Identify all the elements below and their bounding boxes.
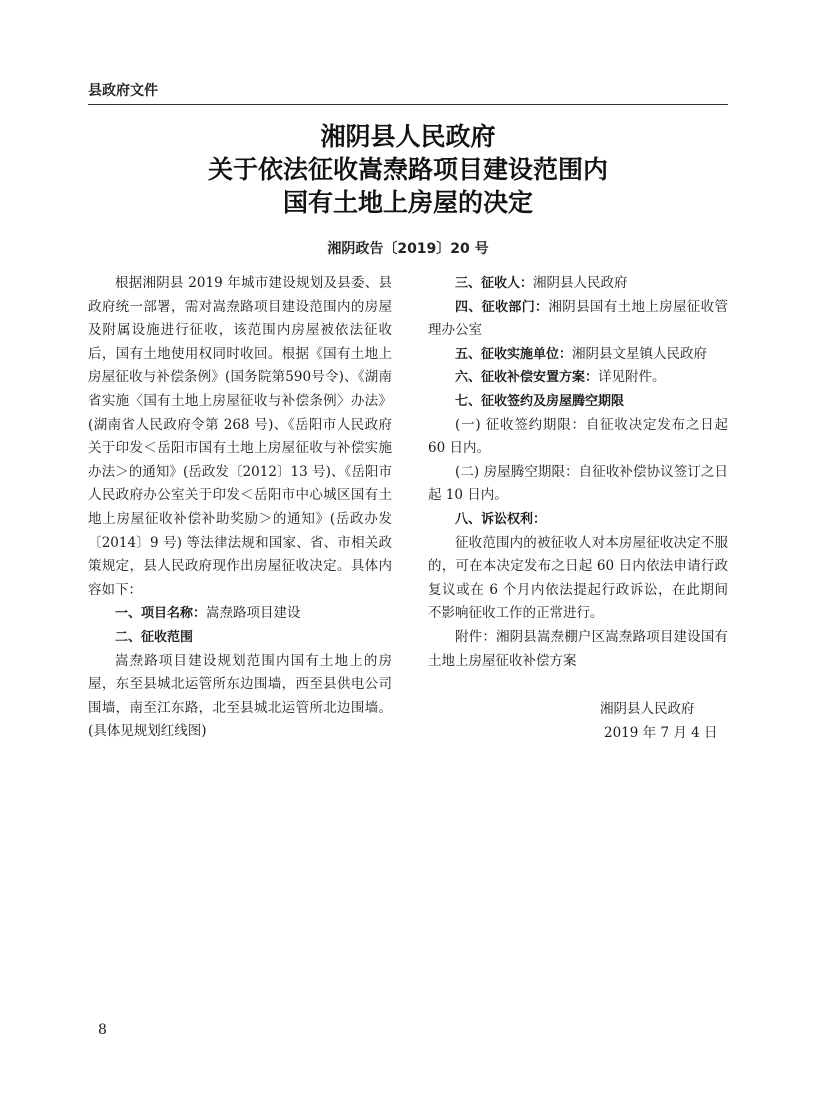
sub2-value: 自征收补偿协议签订之日起 10 日内。: [428, 463, 729, 504]
item-implementer: [428, 343, 728, 367]
intro-paragraph: 根据湘阴县 2019 年城市建设规划及县委、县政府统一部署，需对嵩焘路项目建设范围内的房屋及附属设施进行征收，该范围内房屋被依法征收后，国有土地使用权同时收回。根据《国有土地上房屋征收与补偿条例》(国务院第590号令)、《湖南省实施〈国有土地上房屋征收与补偿条例〉办法》(湖南省人民政府令第 268 号)、《岳阳市人民政府关于印发＜岳阳市国有土地上房屋征收与补偿实施办法＞的通知》(岳政发〔2012〕13 号)、《岳阳市人民政府办公室关于印发＜岳阳市中心城区国有土地上房屋征收补偿补助奖励＞的通知》(岳政办发〔2014〕9 号) 等法律法规和国家、省、市相关政策规定，县人民政府现作出房屋征收决定。具体内容如下：: [88, 275, 392, 598]
item-project-name: [88, 602, 392, 626]
title-line-1: 湘阴县人民政府: [320, 122, 496, 151]
sub1-label: (一) 征收签约期限：: [455, 416, 586, 433]
item1-value: 嵩焘路项目建设: [206, 605, 301, 622]
item7-label: 七、征收签约及房屋腾空期限: [455, 393, 625, 409]
item-litigation-heading: [428, 508, 728, 532]
signature-org: 湘阴县人民政府: [600, 701, 695, 717]
item1-label: 一、项目名称：: [115, 606, 207, 622]
item-deadlines-heading: [428, 390, 728, 414]
header-divider: [88, 104, 728, 105]
item3-label: 三、征收人：: [455, 276, 534, 291]
item5-value: 湘阴县文星镇人民政府: [572, 345, 708, 362]
item6-value: 详见附件。: [598, 369, 666, 386]
item4-label: 四、征收部门：: [455, 299, 549, 315]
item-department: [428, 296, 728, 343]
sub1-value: 自征收决定发布之日起 60 日内。: [428, 416, 728, 457]
item-expropriator: [428, 272, 728, 296]
page-number: 8: [98, 1022, 107, 1038]
item8-label: 八、诉讼权利：: [455, 511, 547, 527]
section-label: 县政府文件: [88, 83, 158, 99]
item5-label: 五、征收实施单位：: [455, 346, 573, 362]
document-title: [88, 120, 728, 219]
item6-label: 六、征收补偿安置方案：: [455, 370, 599, 386]
left-column: [88, 272, 392, 744]
right-column: [428, 272, 728, 673]
sub2-label: (二) 房屋腾空期限：: [455, 463, 579, 480]
signature-date: 2019 年 7 月 4 日: [604, 724, 718, 741]
title-line-2: 关于依法征收嵩焘路项目建设范围内: [207, 155, 608, 184]
item-litigation-text: 征收范围内的被征收人对本房屋征收决定不服的，可在本决定发布之日起 60 日内依法申请行政复议或在 6 个月内依法提起行政诉讼，在此期间不影响征收工作的正常进行。: [428, 534, 728, 622]
item4-value: 湘阴县国有土地上房屋征收管理办公室: [428, 298, 728, 339]
signature-block: [600, 698, 740, 745]
sub-signing-deadline: [428, 414, 728, 461]
item3-value: 湘阴县人民政府: [533, 275, 628, 291]
sub-vacate-deadline: [428, 461, 728, 508]
item-scope-text: 嵩焘路项目建设规划范围内国有土地上的房屋，东至县城北运管所东边围墙，西至县供电公司围墙，南至江东路，北至县城北运管所北边围墙。(具体见规划红线图): [88, 652, 392, 740]
document-number: 湘阴政告〔2019〕20 号: [327, 241, 489, 257]
item2-label: 二、征收范围: [115, 629, 194, 645]
item-compensation-plan: [428, 366, 728, 390]
attachment-note: 附件：湘阴县嵩焘棚户区嵩焘路项目建设国有土地上房屋征收补偿方案: [428, 628, 728, 669]
title-line-3: 国有土地上房屋的决定: [282, 188, 533, 217]
item-scope-heading: [88, 626, 392, 650]
